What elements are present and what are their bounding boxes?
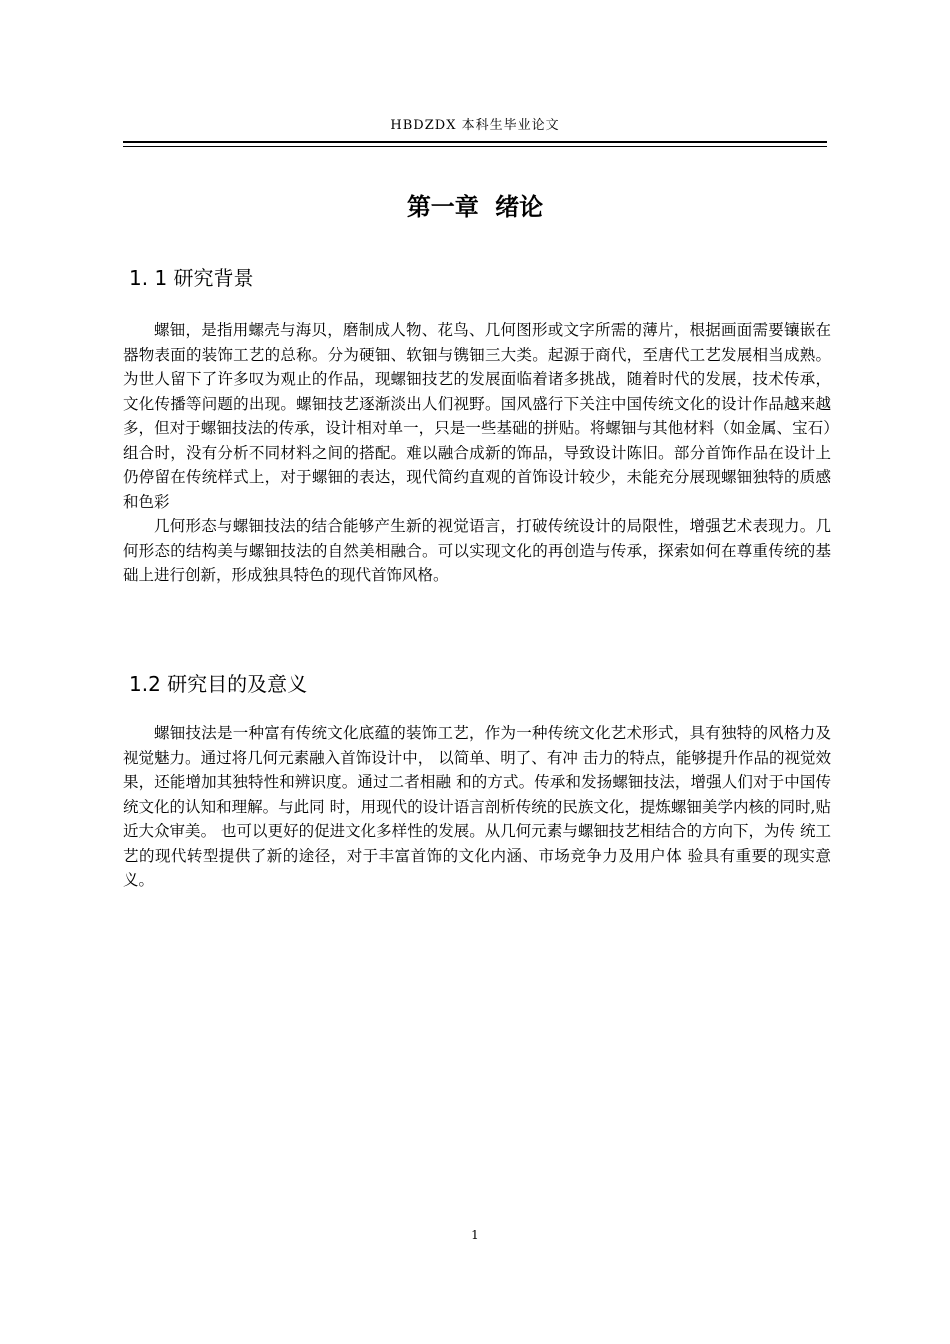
section-heading-purpose: 1.2 研究目的及意义 [129,672,308,696]
running-header: HBDZDX 本科生毕业论文 [390,118,560,133]
paragraph: 几何形态与螺钿技法的结合能够产生新的视觉语言，打破传统设计的局限性，增强艺术表现力。几何形态的结构美与螺钿技法的自然美相融合。可以实现文化的再创造与传承，探索如何在尊重传统的基础上进行创新，形成独具特色的现代首饰风格。 [123,517,831,584]
header-rule-thick [123,141,827,143]
header-rule-thin [123,146,827,147]
section-heading-background: 1. 1 研究背景 [129,266,254,290]
section-body-purpose [123,721,831,893]
paragraph: 螺钿技法是一种富有传统文化底蕴的装饰工艺，作为一种传统文化艺术形式，具有独特的风格力及视觉魅力。通过将几何元素融入首饰设计中， 以简单、明了、有冲 击力的特点，能够提升作品的视觉效果，还能增加其独特性和辨识度。通过二者相融 和的方式。传承和发扬螺钿技法，增强人们对于中国传统文化的认知和理解。与此同 时，用现代的设计语言剖析传统的民族文化，提炼螺钿美学内核的同时,贴近大众审美。 也可以更好的促进文化多样性的发展。从几何元素与螺钿技艺相结合的方向下，为传 统工艺的现代转型提供了新的途径，对于丰富首饰的文化内涵、市场竞争力及用户体 验具有重要的现实意义。 [123,724,831,889]
paragraph: 螺钿，是指用螺壳与海贝，磨制成人物、花鸟、几何图形或文字所需的薄片，根据画面需要镶嵌在器物表面的装饰工艺的总称。分为硬钿、软钿与镌钿三大类。起源于商代，至唐代工艺发展相当成熟。为世人留下了许多叹为观止的作品，现螺钿技艺的发展面临着诸多挑战，随着时代的发展，技术传承，文化传播等问题的出现。螺钿技艺逐渐淡出人们视野。国风盛行下关注中国传统文化的设计作品越来越多，但对于螺钿技法的传承，设计相对单一，只是一些基础的拼贴。将螺钿与其他材料（如金属、宝石）组合时，没有分析不同材料之间的搭配。难以融合成新的饰品，导致设计陈旧。部分首饰作品在设计上仍停留在传统样式上，对于螺钿的表达，现代简约直观的首饰设计较少，未能充分展现螺钿独特的质感和色彩 [123,321,831,511]
chapter-title: 第一章 绪论 [406,193,544,221]
section-body-background [123,318,831,588]
page-number: 1 [471,1228,479,1242]
